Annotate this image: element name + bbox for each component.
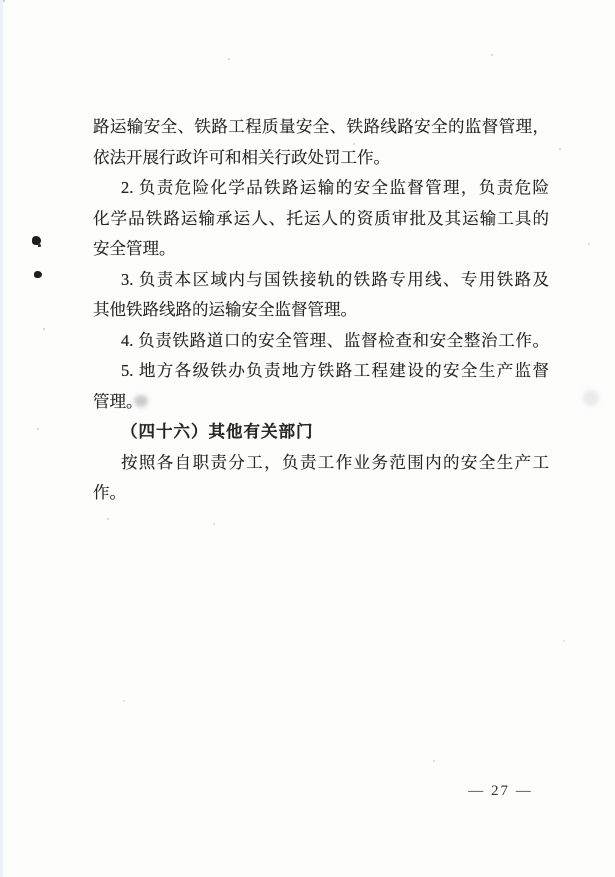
text-line: 路运输安全、铁路工程质量安全、铁路线路安全的监督管理， — [93, 117, 549, 136]
text-line: 按照各自职责分工，负责工作业务范围内的安全生产工 — [121, 452, 549, 472]
document-body — [93, 112, 549, 509]
ink-speck — [32, 236, 41, 245]
text-line: 5. 地方各级铁办负责地方铁路工程建设的安全生产监督 — [121, 361, 549, 380]
text-line: 安全管理。 — [93, 239, 176, 258]
text-line: 管理。 — [93, 391, 143, 411]
scan-speckles — [3, 0, 5, 2]
text-line: 3. 负责本区域内与国铁接轨的铁路专用线、专用铁路及 — [121, 269, 549, 289]
text-line: 2. 负责危险化学品铁路运输的安全监督管理，负责危险 — [121, 178, 549, 197]
section-heading: （四十六）其他有关部门 — [121, 422, 314, 441]
text-line: 4. 负责铁路道口的安全管理、监督检查和安全整治工作。 — [121, 330, 549, 350]
page-number: — 27 — — [468, 783, 533, 799]
text-line: 化学品铁路运输承运人、托运人的资质审批及其运输工具的 — [93, 208, 549, 228]
text-line: 作。 — [93, 483, 126, 502]
text-line: 依法开展行政许可和相关行政处罚工作。 — [93, 147, 390, 167]
ink-smudge — [583, 390, 599, 406]
text-line: 其他铁路线路的运输安全监督管理。 — [93, 300, 357, 319]
ink-speck — [34, 271, 42, 278]
